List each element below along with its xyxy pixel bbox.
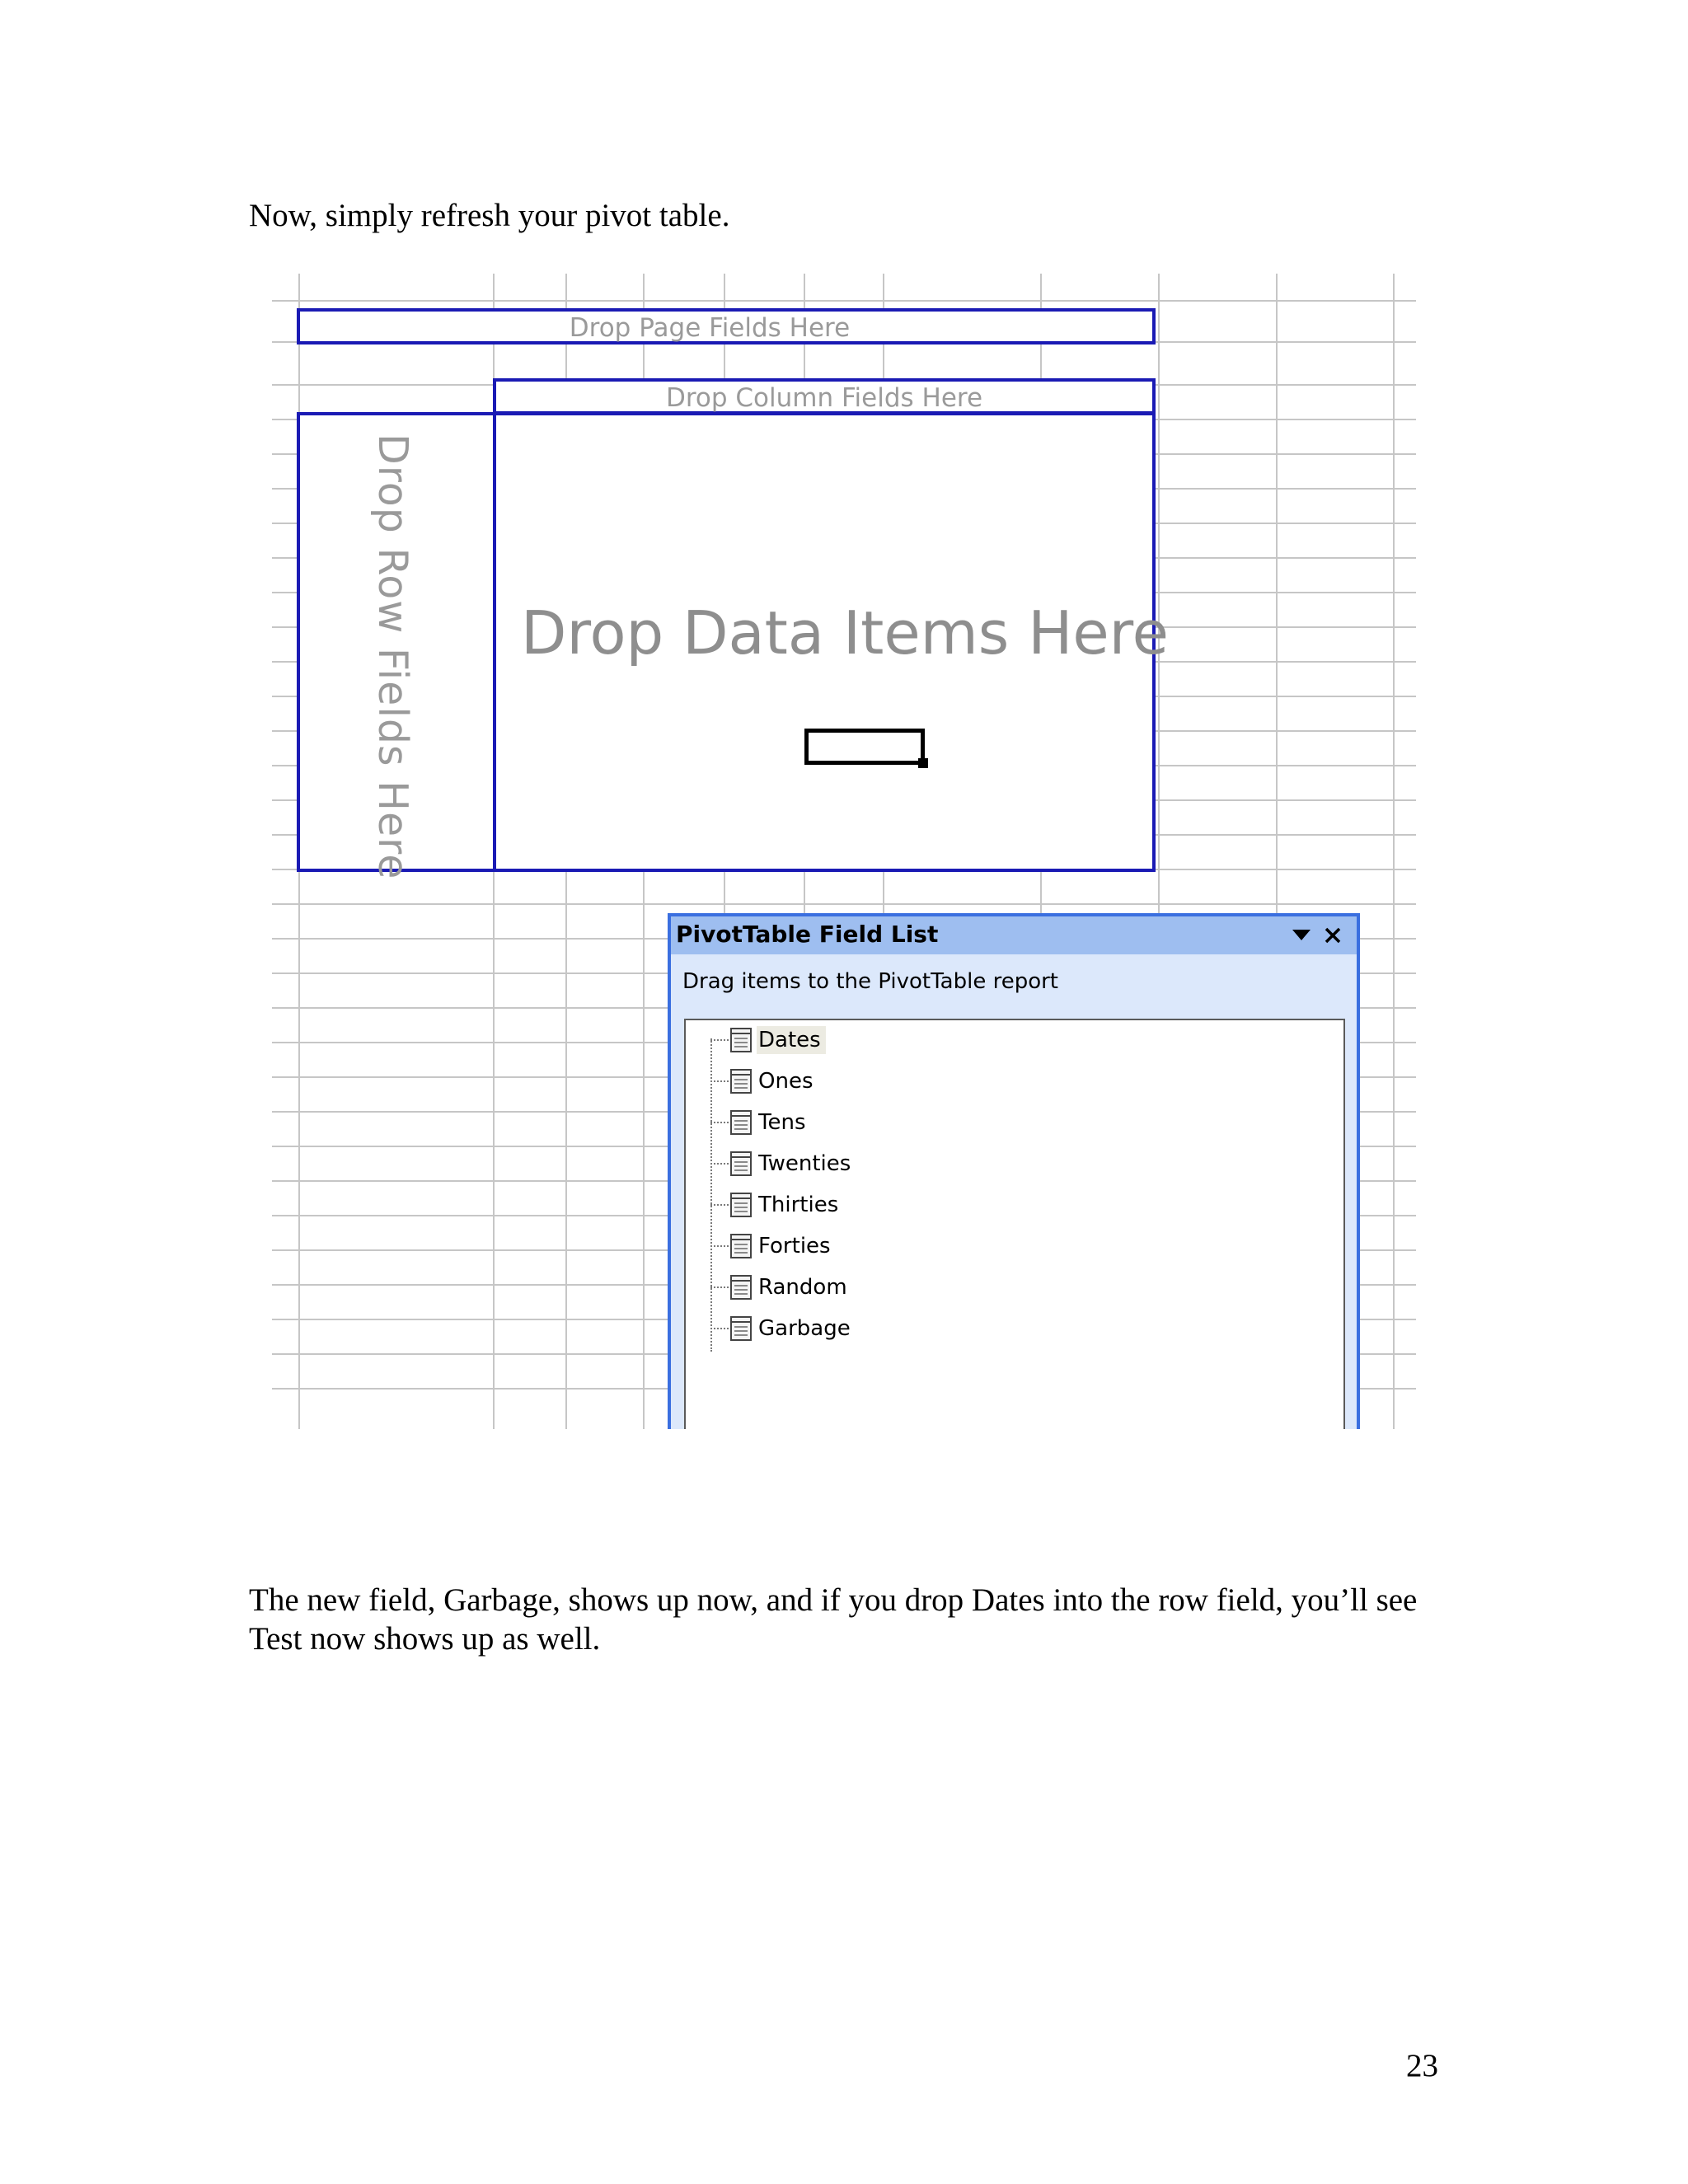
field-list-icon — [730, 1193, 752, 1217]
field-list-tree — [684, 1019, 1345, 1429]
tree-branch — [710, 1204, 729, 1206]
body-paragraph: The new field, Garbage, shows up now, and if you drop Dates into the row field, you’ll see Test now shows up as well. — [249, 1582, 1418, 1657]
tree-branch — [710, 1286, 729, 1288]
row-fields-drop-label: Drop Row Fields Here — [369, 434, 416, 880]
data-items-drop-area[interactable] — [493, 412, 1169, 872]
page-number: 23 — [1406, 2048, 1438, 2083]
column-fields-drop-label: Drop Column Fields Here — [665, 383, 983, 413]
pivottable-field-list-panel — [668, 913, 1360, 1429]
field-list-icon — [730, 1028, 752, 1052]
field-list-item[interactable] — [710, 1065, 818, 1098]
field-list-icon — [730, 1110, 752, 1135]
field-list-item-label: Random — [758, 1275, 847, 1300]
field-list-item[interactable] — [710, 1024, 826, 1057]
field-list-item-label: Dates — [757, 1026, 826, 1054]
close-icon[interactable] — [1319, 921, 1347, 949]
page-fields-drop-area[interactable] — [297, 308, 1156, 344]
field-list-instruction: Drag items to the PivotTable report — [682, 969, 1058, 994]
field-list-item[interactable] — [710, 1312, 856, 1345]
field-list-icon — [730, 1316, 752, 1341]
field-list-item[interactable] — [710, 1147, 856, 1180]
field-list-item-label: Twenties — [758, 1151, 851, 1176]
dropdown-arrow-icon[interactable] — [1292, 930, 1311, 940]
tree-branch — [710, 1080, 729, 1082]
field-list-icon — [730, 1069, 752, 1094]
field-list-title: PivotTable Field List — [676, 921, 939, 948]
tree-branch — [710, 1163, 729, 1165]
field-list-item-label: Garbage — [758, 1316, 851, 1341]
field-list-item[interactable] — [710, 1188, 843, 1221]
tree-branch — [710, 1039, 729, 1041]
intro-paragraph: Now, simply refresh your pivot table. — [249, 198, 730, 233]
active-cell[interactable] — [804, 729, 925, 765]
tree-branch — [710, 1328, 729, 1329]
excel-screenshot — [272, 274, 1416, 1429]
field-list-item-label: Thirties — [758, 1193, 839, 1217]
field-list-item[interactable] — [710, 1106, 810, 1139]
field-list-item-label: Tens — [758, 1110, 806, 1135]
fill-handle[interactable] — [918, 758, 928, 768]
field-list-item-label: Ones — [758, 1069, 814, 1094]
row-fields-drop-area[interactable] — [297, 412, 496, 880]
tree-branch — [710, 1122, 729, 1123]
field-list-icon — [730, 1234, 752, 1258]
page-fields-drop-label: Drop Page Fields Here — [569, 313, 851, 343]
field-list-icon — [730, 1275, 752, 1300]
field-list-item-label: Forties — [758, 1234, 831, 1258]
field-list-item[interactable] — [710, 1230, 836, 1263]
field-list-titlebar[interactable] — [671, 916, 1357, 954]
field-list-item[interactable] — [710, 1271, 852, 1304]
data-items-drop-label: Drop Data Items Here — [521, 598, 1169, 668]
field-list-icon — [730, 1151, 752, 1176]
column-fields-drop-area[interactable] — [493, 378, 1156, 415]
tree-branch — [710, 1245, 729, 1247]
